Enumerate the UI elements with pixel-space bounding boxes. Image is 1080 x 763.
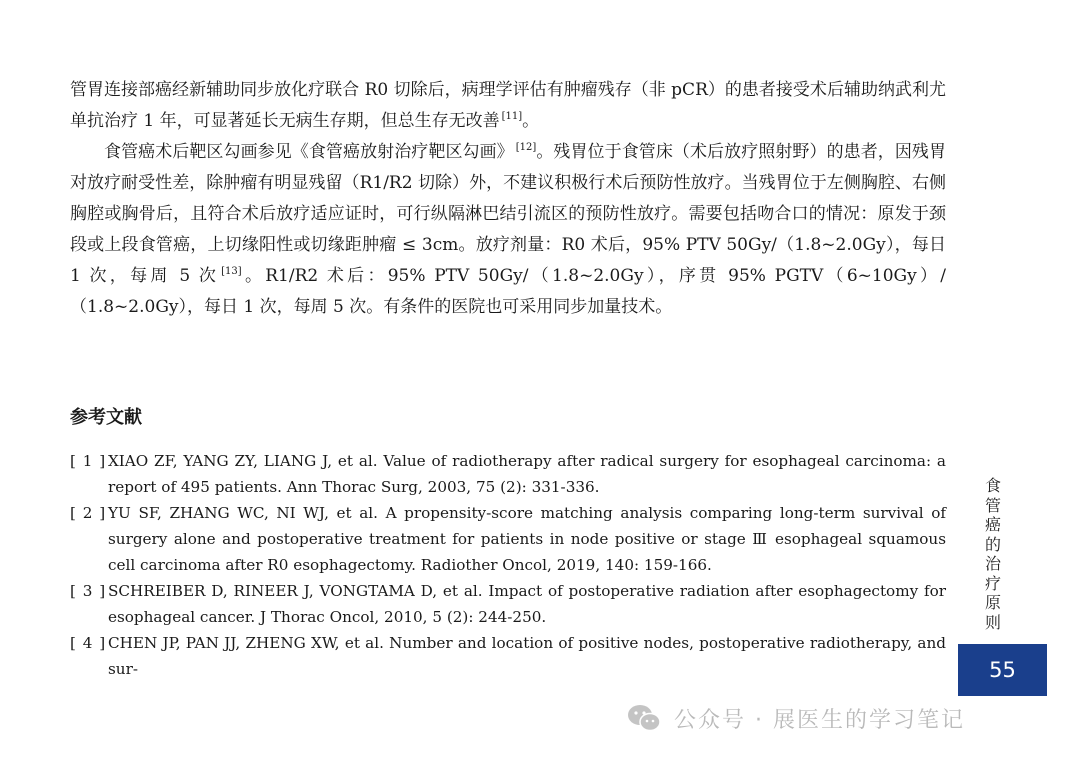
reference-item [70, 630, 946, 682]
reference-number: [ 3 ] [70, 582, 107, 600]
body-paragraph-2 [70, 137, 946, 323]
paragraph-text: 食管癌术后靶区勾画参见《食管癌放射治疗靶区勾画》 [104, 142, 514, 162]
reference-number: [ 2 ] [70, 504, 107, 522]
watermark [626, 702, 965, 734]
page-number-box [958, 644, 1047, 696]
paragraph-text: 。 [522, 111, 540, 131]
citation: [12] [515, 142, 537, 153]
paragraph-text: 管胃连接部癌经新辅助同步放化疗联合 R0 切除后，病理学评估有肿瘤残存（非 pCR）的患者接受术后辅助纳武利尤单抗治疗 1 年，可显著延长无病生存期，但总生存无改善 [70, 80, 946, 131]
citation: [13] [221, 266, 242, 277]
references-heading: 参考文献 [70, 407, 142, 428]
wechat-icon [626, 703, 662, 733]
chapter-side-label: 食管癌的治疗原则 [984, 476, 1001, 632]
reference-item [70, 500, 946, 578]
reference-text: SCHREIBER D, RINEER J, VONGTAMA D, et al. Impact of postoperative radiation after esophagectomy for esophageal cancer. J Thorac Oncol, 2010, 5 (2): 244-250. [108, 582, 946, 626]
reference-text: CHEN JP, PAN JJ, ZHENG XW, et al. Number and location of positive nodes, postoperative radiotherapy, and sur- [108, 634, 946, 678]
reference-number: [ 1 ] [70, 452, 107, 470]
reference-text: XIAO ZF, YANG ZY, LIANG J, et al. Value of radiotherapy after radical surgery for esophageal carcinoma: a report of 495 patients. Ann Thorac Surg, 2003, 75 (2): 331-336. [108, 452, 946, 496]
reference-item [70, 578, 946, 630]
citation: [11] [501, 111, 523, 122]
reference-list [70, 448, 946, 682]
reference-item [70, 448, 946, 500]
paragraph-text: 。残胃位于食管床（术后放疗照射野）的患者，因残胃对放疗耐受性差，除肿瘤有明显残留（R1/R2 切除）外，不建议积极行术后预防性放疗。当残胃位于左侧胸腔、右侧胸腔或胸骨后，且符合术后放疗适应证时，可行纵隔淋巴结引流区的预防性放疗。需要包括吻合口的情况：原发于颈段或上段食管癌，上切缘阳性或切缘距肿瘤 ≤ 3cm。放疗剂量：R0 术后，95% PTV 50Gy/（1.8~2.0Gy），每日 1 次，每周 5 次 [70, 142, 946, 286]
page-number: 55 [989, 658, 1016, 682]
body-paragraph-1 [70, 75, 946, 137]
reference-text: YU SF, ZHANG WC, NI WJ, et al. A propensity-score matching analysis comparing long-term survival of surgery alone and postoperative treatment for patients in node positive or stage Ⅲ esophageal squamous cell carcinoma after R0 esophagectomy. Radiother Oncol, 2019, 140: 159-166. [108, 504, 946, 574]
paragraph-text: 。R1/R2 术后：95% PTV 50Gy/（1.8~2.0Gy），序贯 95% PGTV（6~10Gy）/（1.8~2.0Gy），每日 1 次，每周 5 次。有条件的医院也可采用同步加量技术。 [70, 266, 947, 317]
reference-number: [ 4 ] [70, 634, 107, 652]
watermark-text: 公众号 · 展医生的学习笔记 [674, 707, 965, 733]
